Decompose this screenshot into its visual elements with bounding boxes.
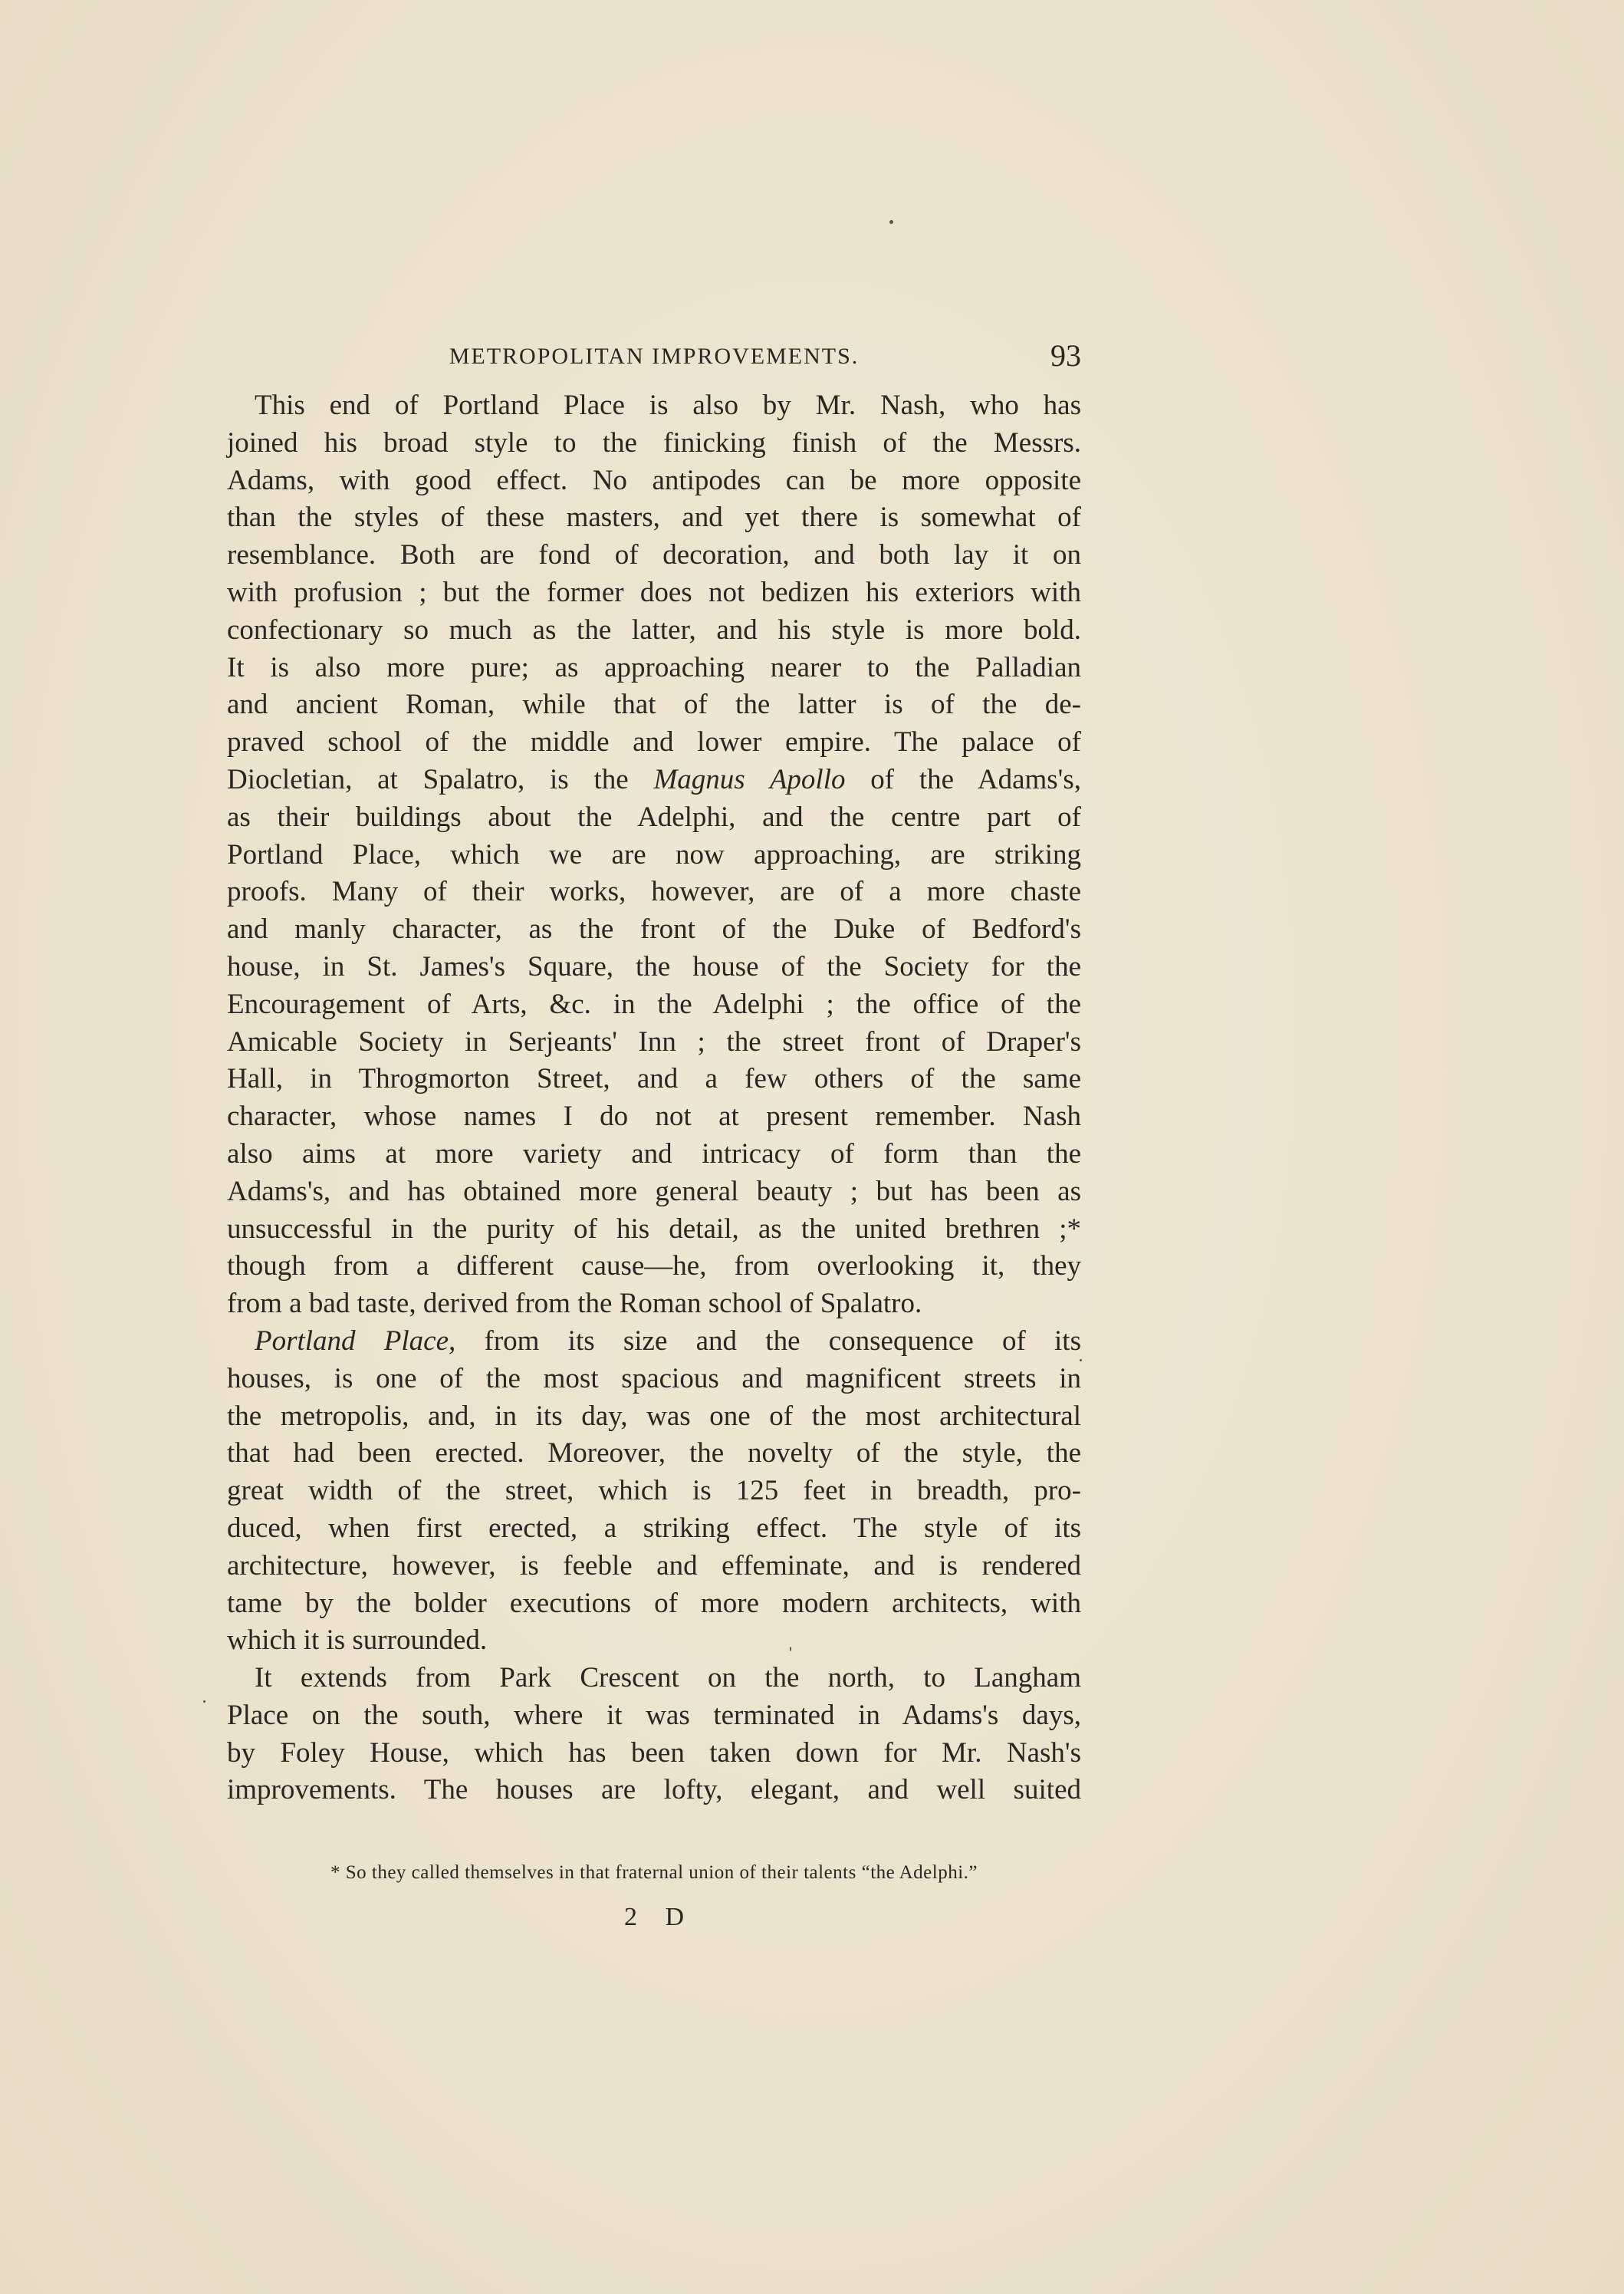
text-line-magnus [227,762,1081,799]
signature-mark: 2 D [623,1903,695,1931]
text-line: that had been erected. Moreover, the novelty of the style, the [227,1437,1081,1470]
text-line: Encouragement of Arts, &c. in the Adelphi ; the office of the [227,988,1081,1020]
text-line: duced, when first erected, a striking effect. The style of its [227,1512,1081,1544]
print-speck [203,1700,205,1703]
running-head: METROPOLITAN IMPROVEMENTS. [449,344,860,369]
text-line: This end of Portland Place is also by Mr. Nash, who has [255,390,1081,421]
text-line: It extends from Park Crescent on the north, to Langham [255,1662,1081,1694]
text-line: resemblance. Both are fond of decoration, and both lay it on [227,539,1081,571]
text-line: tame by the bolder executions of more modern architects, with [227,1587,1081,1619]
text-line: confectionary so much as the latter, and his style is more bold. [227,614,1081,646]
text-line: proofs. Many of their works, however, are of a more chaste [227,876,1081,908]
text-line: than the styles of these masters, and yet there is somewhat of [227,502,1081,534]
text-line: as their buildings about the Adelphi, and the centre part of [227,801,1081,833]
text-line: architecture, however, is feeble and effeminate, and is rendered [227,1549,1081,1581]
text-line: the metropolis, and, in its day, was one of the most architectural [227,1400,1081,1432]
text-line: improvements. The houses are lofty, elegant, and well suited [227,1774,1081,1806]
text-line: from a bad taste, derived from the Roman school of Spalatro. [227,1288,922,1320]
footnote: * So they called themselves in that fraternal union of their talents “the Adelphi.” [330,1862,978,1883]
text-line: unsuccessful in the purity of his detail, as the united brethren ;* [227,1213,1081,1245]
text-line: by Foley House, which has been taken down for Mr. Nash's [227,1736,1081,1769]
text-line: Hall, in Throgmorton Street, and a few others of the same [227,1063,1081,1095]
text-line: Portland Place, which we are now approaching, are striking [227,838,1081,871]
body-text [227,387,1081,1809]
text-line: character, whose names I do not at present remember. Nash [227,1101,1081,1133]
italic-phrase: Magnus Apollo [653,763,846,795]
page-number: 93 [1050,338,1081,373]
text-line: great width of the street, which is 125 feet in breadth, pro- [227,1475,1081,1507]
text-line: Adams's, and has obtained more general beauty ; but has been as [227,1175,1081,1207]
text-segment: of the Adams's, [845,763,1081,795]
text-line: It is also more pure; as approaching nearer to the Palladian [227,651,1081,683]
text-line: houses, is one of the most spacious and magnificent streets in [227,1362,1081,1394]
text-line: Adams, with good effect. No antipodes can be more opposite [227,464,1081,496]
text-line-portland [227,1323,1081,1361]
text-line: which it is surrounded. [227,1624,488,1657]
page-header [227,337,1081,376]
text-line: Place on the south, where it was terminated in Adams's days, [227,1699,1081,1731]
text-line: and ancient Roman, while that of the latter is of the de- [227,689,1081,721]
text-line: praved school of the middle and lower empire. The palace of [227,726,1081,759]
text-line: though from a different cause—he, from overlooking it, they [227,1250,1081,1282]
text-line: house, in St. James's Square, the house of the Society for the [227,950,1081,982]
text-segment: from its size and the consequence of its [455,1325,1081,1357]
text-line: and manly character, as the front of the Duke of Bedford's [227,913,1081,946]
text-line: also aims at more variety and intricacy of form than the [227,1137,1081,1170]
italic-phrase: Portland Place, [255,1325,456,1357]
text-line: with profusion ; but the former does not bedizen his exteriors with [227,576,1081,608]
text-line: joined his broad style to the finicking finish of the Messrs. [227,426,1081,459]
print-speck [889,220,893,224]
text-segment: Diocletian, at Spalatro, is the [227,763,654,795]
text-line: Amicable Society in Serjeants' Inn ; the street front of Draper's [227,1025,1081,1058]
